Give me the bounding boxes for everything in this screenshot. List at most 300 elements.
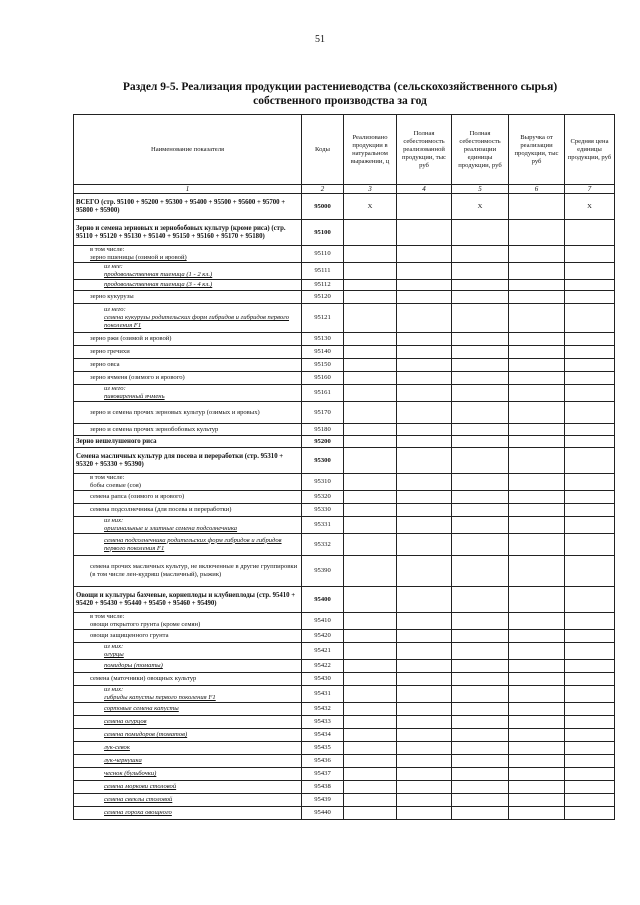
value-cell-c4[interactable] <box>397 448 452 474</box>
indicator-name <box>74 402 302 424</box>
value-cell-c5[interactable] <box>452 436 509 448</box>
table-row <box>74 424 615 436</box>
value-cell-c3[interactable] <box>344 534 397 556</box>
row-code: 95434 <box>302 729 344 742</box>
value-cell-c4[interactable] <box>397 436 452 448</box>
indicator-name <box>74 534 302 556</box>
row-code: 95422 <box>302 660 344 673</box>
table-row <box>74 402 615 424</box>
value-cell-c6[interactable] <box>509 194 565 220</box>
indicator-name <box>74 673 302 686</box>
value-cell-c4[interactable] <box>397 755 452 768</box>
value-cell-c4[interactable] <box>397 424 452 436</box>
value-cell-c3[interactable] <box>344 630 397 643</box>
value-cell-c3[interactable]: X <box>344 194 397 220</box>
row-label: семена огурцов <box>104 718 147 725</box>
value-cell-c3[interactable] <box>344 291 397 304</box>
indicator-name <box>74 794 302 807</box>
value-cell-c6[interactable] <box>509 534 565 556</box>
indicator-name <box>74 359 302 372</box>
value-cell-c4[interactable] <box>397 643 452 660</box>
value-cell-c4[interactable] <box>397 768 452 781</box>
value-cell-c7[interactable] <box>565 729 615 742</box>
indicator-name <box>74 280 302 291</box>
value-cell-c7[interactable]: X <box>565 194 615 220</box>
row-code: 95000 <box>302 194 344 220</box>
value-cell-c5[interactable] <box>452 385 509 402</box>
value-cell-c5[interactable] <box>452 781 509 794</box>
value-cell-c7[interactable] <box>565 703 615 716</box>
value-cell-c3[interactable] <box>344 794 397 807</box>
value-cell-c3[interactable] <box>344 686 397 703</box>
row-code: 95112 <box>302 280 344 291</box>
value-cell-c4[interactable] <box>397 660 452 673</box>
indicator-name <box>74 781 302 794</box>
value-cell-c5[interactable] <box>452 220 509 246</box>
value-cell-c5[interactable] <box>452 755 509 768</box>
value-cell-c4[interactable] <box>397 781 452 794</box>
table-row <box>74 280 615 291</box>
value-cell-c5[interactable] <box>452 263 509 280</box>
value-cell-c4[interactable] <box>397 534 452 556</box>
column-number: 3 <box>344 185 397 194</box>
value-cell-c7[interactable] <box>565 504 615 517</box>
row-prefix: в том числе: <box>90 613 125 620</box>
value-cell-c4[interactable] <box>397 402 452 424</box>
row-label: лук-чернушка <box>104 757 142 764</box>
value-cell-c7[interactable] <box>565 220 615 246</box>
row-code: 95121 <box>302 304 344 333</box>
value-cell-c3[interactable] <box>344 755 397 768</box>
table-row <box>74 304 615 333</box>
value-cell-c6[interactable] <box>509 630 565 643</box>
value-cell-c6[interactable] <box>509 613 565 630</box>
value-cell-c7[interactable] <box>565 304 615 333</box>
row-label: семена подсолнечника родительских форм гибридов и гибридов первого поколения F1 <box>104 536 282 552</box>
value-cell-c3[interactable] <box>344 280 397 291</box>
value-cell-c3[interactable] <box>344 372 397 385</box>
value-cell-c3[interactable] <box>344 716 397 729</box>
value-cell-c6[interactable] <box>509 781 565 794</box>
value-cell-c6[interactable] <box>509 359 565 372</box>
row-prefix: из них: <box>104 517 124 524</box>
row-code: 95320 <box>302 491 344 504</box>
value-cell-c3[interactable] <box>344 781 397 794</box>
row-label: ВСЕГО (стр. 95100 + 95200 + 95300 + 95400 + 95500 + 95600 + 95700 + 95800 + 95900) <box>76 198 286 214</box>
value-cell-c6[interactable] <box>509 448 565 474</box>
value-cell-c7[interactable] <box>565 630 615 643</box>
row-code: 95332 <box>302 534 344 556</box>
row-label: гибриды капусты первого поколения F1 <box>104 694 216 701</box>
value-cell-c7[interactable] <box>565 474 615 491</box>
value-cell-c7[interactable] <box>565 359 615 372</box>
value-cell-c6[interactable] <box>509 280 565 291</box>
value-cell-c6[interactable] <box>509 246 565 263</box>
value-cell-c5[interactable] <box>452 372 509 385</box>
value-cell-c4[interactable] <box>397 794 452 807</box>
value-cell-c7[interactable] <box>565 768 615 781</box>
row-code: 95161 <box>302 385 344 402</box>
row-label: семена (маточники) овощных культур <box>90 675 197 682</box>
value-cell-c7[interactable] <box>565 291 615 304</box>
value-cell-c7[interactable] <box>565 517 615 534</box>
value-cell-c5[interactable] <box>452 768 509 781</box>
indicator-name <box>74 491 302 504</box>
value-cell-c4[interactable] <box>397 491 452 504</box>
value-cell-c7[interactable] <box>565 385 615 402</box>
value-cell-c4[interactable] <box>397 291 452 304</box>
value-cell-c4[interactable] <box>397 474 452 491</box>
value-cell-c7[interactable] <box>565 333 615 346</box>
header-col4: Полная себестоимость реализованной продукции, тыс руб <box>397 115 452 185</box>
indicator-name <box>74 755 302 768</box>
indicator-name <box>74 630 302 643</box>
value-cell-c6[interactable] <box>509 587 565 613</box>
value-cell-c3[interactable] <box>344 673 397 686</box>
row-label: семена рапса (озимого и ярового) <box>90 493 185 500</box>
row-code: 95420 <box>302 630 344 643</box>
value-cell-c3[interactable] <box>344 807 397 820</box>
row-label: бобы соевые (соя) <box>90 482 141 489</box>
value-cell-c6[interactable] <box>509 491 565 504</box>
value-cell-c4[interactable] <box>397 587 452 613</box>
value-cell-c5[interactable] <box>452 703 509 716</box>
value-cell-c5[interactable] <box>452 742 509 755</box>
indicator-name <box>74 716 302 729</box>
indicator-name <box>74 643 302 660</box>
value-cell-c4[interactable] <box>397 333 452 346</box>
row-code: 95436 <box>302 755 344 768</box>
row-code: 95140 <box>302 346 344 359</box>
row-code: 95433 <box>302 716 344 729</box>
table-row <box>74 768 615 781</box>
value-cell-c6[interactable] <box>509 673 565 686</box>
value-cell-c4[interactable] <box>397 372 452 385</box>
value-cell-c5[interactable] <box>452 474 509 491</box>
row-label: сортовые семена капусты <box>104 705 179 712</box>
value-cell-c3[interactable] <box>344 346 397 359</box>
value-cell-c3[interactable] <box>344 768 397 781</box>
value-cell-c5[interactable] <box>452 424 509 436</box>
value-cell-c6[interactable] <box>509 333 565 346</box>
value-cell-c3[interactable] <box>344 424 397 436</box>
table-row <box>74 436 615 448</box>
value-cell-c4[interactable] <box>397 703 452 716</box>
value-cell-c3[interactable] <box>344 517 397 534</box>
table-row <box>74 474 615 491</box>
column-number: 5 <box>452 185 509 194</box>
value-cell-c7[interactable] <box>565 436 615 448</box>
value-cell-c7[interactable] <box>565 491 615 504</box>
value-cell-c3[interactable] <box>344 333 397 346</box>
row-code: 95310 <box>302 474 344 491</box>
value-cell-c3[interactable] <box>344 729 397 742</box>
value-cell-c6[interactable] <box>509 402 565 424</box>
row-label: зерно гречихи <box>90 348 130 355</box>
value-cell-c6[interactable] <box>509 436 565 448</box>
value-cell-c4[interactable] <box>397 613 452 630</box>
value-cell-c6[interactable] <box>509 220 565 246</box>
value-cell-c3[interactable] <box>344 613 397 630</box>
row-label: зерно пшеницы (озимой и яровой) <box>90 254 187 261</box>
row-code: 95331 <box>302 517 344 534</box>
value-cell-c3[interactable] <box>344 587 397 613</box>
value-cell-c5[interactable] <box>452 517 509 534</box>
value-cell-c5[interactable] <box>452 686 509 703</box>
row-label: зерно и семена прочих зерновых культур (озимых и яровых) <box>90 408 260 416</box>
value-cell-c7[interactable] <box>565 781 615 794</box>
value-cell-c5[interactable] <box>452 630 509 643</box>
value-cell-c3[interactable] <box>344 491 397 504</box>
table-row <box>74 742 615 755</box>
value-cell-c4[interactable] <box>397 630 452 643</box>
value-cell-c4[interactable] <box>397 280 452 291</box>
value-cell-c7[interactable] <box>565 246 615 263</box>
value-cell-c6[interactable] <box>509 755 565 768</box>
indicator-name <box>74 613 302 630</box>
table-row <box>74 491 615 504</box>
row-label: семена свеклы столовой <box>104 796 173 803</box>
value-cell-c7[interactable] <box>565 716 615 729</box>
value-cell-c7[interactable] <box>565 807 615 820</box>
value-cell-c7[interactable] <box>565 556 615 587</box>
value-cell-c5[interactable] <box>452 280 509 291</box>
column-number: 1 <box>74 185 302 194</box>
row-prefix: из нее: <box>104 263 123 270</box>
indicator-name <box>74 333 302 346</box>
page-number: 51 <box>315 34 325 45</box>
table-row <box>74 359 615 372</box>
table-row <box>74 794 615 807</box>
indicator-name <box>74 587 302 613</box>
header-col6: Выручка от реализации продукции, тыс руб <box>509 115 565 185</box>
row-label: зерно овса <box>90 361 120 368</box>
value-cell-c5[interactable] <box>452 673 509 686</box>
value-cell-c7[interactable] <box>565 372 615 385</box>
value-cell-c6[interactable] <box>509 304 565 333</box>
value-cell-c4[interactable] <box>397 304 452 333</box>
value-cell-c4[interactable] <box>397 220 452 246</box>
value-cell-c5[interactable] <box>452 643 509 660</box>
value-cell-c4[interactable] <box>397 686 452 703</box>
value-cell-c5[interactable] <box>452 448 509 474</box>
row-label: Овощи и культуры бахчевые, корнеплоды и клубнеплоды (стр. 95410 + 95420 + 95430 + 95440 + 95450 + 95460 + 95490) <box>76 591 296 607</box>
row-code: 95300 <box>302 448 344 474</box>
row-prefix: из них: <box>104 643 124 650</box>
indicator-name <box>74 768 302 781</box>
value-cell-c6[interactable] <box>509 424 565 436</box>
value-cell-c7[interactable] <box>565 686 615 703</box>
table-row <box>74 703 615 716</box>
value-cell-c3[interactable] <box>344 643 397 660</box>
header-code: Коды <box>302 115 344 185</box>
value-cell-c6[interactable] <box>509 291 565 304</box>
row-code: 95400 <box>302 587 344 613</box>
value-cell-c4[interactable] <box>397 504 452 517</box>
value-cell-c7[interactable] <box>565 534 615 556</box>
value-cell-c7[interactable] <box>565 448 615 474</box>
value-cell-c4[interactable] <box>397 716 452 729</box>
value-cell-c3[interactable] <box>344 402 397 424</box>
value-cell-c6[interactable] <box>509 742 565 755</box>
value-cell-c5[interactable] <box>452 333 509 346</box>
value-cell-c4[interactable] <box>397 729 452 742</box>
row-code: 95437 <box>302 768 344 781</box>
row-label: семена прочих масличных культур, не включенные в другие группировки (в том числе лен-кудряш (масличный), рыжик) <box>90 563 298 578</box>
value-cell-c5[interactable] <box>452 794 509 807</box>
column-number: 2 <box>302 185 344 194</box>
row-code: 95439 <box>302 794 344 807</box>
value-cell-c5[interactable] <box>452 660 509 673</box>
row-code: 95435 <box>302 742 344 755</box>
value-cell-c3[interactable] <box>344 504 397 517</box>
value-cell-c6[interactable] <box>509 794 565 807</box>
value-cell-c4[interactable] <box>397 359 452 372</box>
value-cell-c4[interactable] <box>397 556 452 587</box>
value-cell-c5[interactable] <box>452 304 509 333</box>
value-cell-c6[interactable] <box>509 660 565 673</box>
indicator-name <box>74 304 302 333</box>
row-label: зерно ржи (озимой и яровой) <box>90 335 172 342</box>
value-cell-c6[interactable] <box>509 643 565 660</box>
table-row <box>74 504 615 517</box>
value-cell-c4[interactable] <box>397 673 452 686</box>
value-cell-c7[interactable] <box>565 402 615 424</box>
table-row <box>74 755 615 768</box>
indicator-name <box>74 504 302 517</box>
row-prefix: в том числе: <box>90 246 125 253</box>
row-label: зерно и семена прочих зернобобовых культур <box>90 425 219 433</box>
value-cell-c7[interactable] <box>565 742 615 755</box>
value-cell-c4[interactable] <box>397 517 452 534</box>
value-cell-c3[interactable] <box>344 660 397 673</box>
column-number: 6 <box>509 185 565 194</box>
value-cell-c3[interactable] <box>344 448 397 474</box>
value-cell-c5[interactable] <box>452 359 509 372</box>
indicator-name <box>74 385 302 402</box>
value-cell-c5[interactable] <box>452 291 509 304</box>
value-cell-c4[interactable] <box>397 194 452 220</box>
table-row <box>74 263 615 280</box>
value-cell-c5[interactable] <box>452 504 509 517</box>
value-cell-c6[interactable] <box>509 385 565 402</box>
value-cell-c6[interactable] <box>509 703 565 716</box>
value-cell-c6[interactable] <box>509 729 565 742</box>
row-label: огурцы <box>104 651 124 658</box>
row-code: 95150 <box>302 359 344 372</box>
value-cell-c3[interactable] <box>344 304 397 333</box>
table-row <box>74 220 615 246</box>
value-cell-c6[interactable] <box>509 807 565 820</box>
value-cell-c7[interactable] <box>565 424 615 436</box>
row-prefix: из него: <box>104 385 126 392</box>
value-cell-c4[interactable] <box>397 385 452 402</box>
value-cell-c5[interactable] <box>452 402 509 424</box>
value-cell-c6[interactable] <box>509 474 565 491</box>
row-code: 95410 <box>302 613 344 630</box>
value-cell-c6[interactable] <box>509 768 565 781</box>
value-cell-c3[interactable] <box>344 556 397 587</box>
row-code: 95170 <box>302 402 344 424</box>
value-cell-c5[interactable] <box>452 491 509 504</box>
value-cell-c5[interactable] <box>452 807 509 820</box>
value-cell-c4[interactable] <box>397 263 452 280</box>
value-cell-c6[interactable] <box>509 686 565 703</box>
row-label: семена моркови столовой <box>104 783 177 790</box>
row-code: 95200 <box>302 436 344 448</box>
value-cell-c6[interactable] <box>509 263 565 280</box>
value-cell-c6[interactable] <box>509 346 565 359</box>
indicator-name <box>74 194 302 220</box>
value-cell-c3[interactable] <box>344 263 397 280</box>
indicator-name <box>74 436 302 448</box>
row-label: Зерно нешелушеного риса <box>76 437 157 445</box>
value-cell-c5[interactable] <box>452 613 509 630</box>
indicator-name <box>74 263 302 280</box>
value-cell-c5[interactable] <box>452 716 509 729</box>
row-code: 95160 <box>302 372 344 385</box>
value-cell-c3[interactable] <box>344 703 397 716</box>
value-cell-c7[interactable] <box>565 643 615 660</box>
value-cell-c4[interactable] <box>397 807 452 820</box>
value-cell-c7[interactable] <box>565 587 615 613</box>
value-cell-c7[interactable] <box>565 613 615 630</box>
row-label: продовольственная пшеница (1 - 2 кл.) <box>104 271 213 278</box>
value-cell-c5[interactable] <box>452 729 509 742</box>
value-cell-c7[interactable] <box>565 794 615 807</box>
value-cell-c4[interactable] <box>397 246 452 263</box>
value-cell-c6[interactable] <box>509 517 565 534</box>
value-cell-c6[interactable] <box>509 556 565 587</box>
row-label: семена помидоров (томатов) <box>104 731 188 738</box>
value-cell-c7[interactable] <box>565 346 615 359</box>
value-cell-c7[interactable] <box>565 673 615 686</box>
row-label: семена гороха овощного <box>104 809 172 816</box>
value-cell-c3[interactable] <box>344 385 397 402</box>
table-row <box>74 372 615 385</box>
value-cell-c3[interactable] <box>344 359 397 372</box>
value-cell-c3[interactable] <box>344 436 397 448</box>
value-cell-c4[interactable] <box>397 346 452 359</box>
value-cell-c5[interactable] <box>452 587 509 613</box>
value-cell-c7[interactable] <box>565 263 615 280</box>
value-cell-c3[interactable] <box>344 220 397 246</box>
value-cell-c3[interactable] <box>344 246 397 263</box>
value-cell-c5[interactable] <box>452 556 509 587</box>
value-cell-c7[interactable] <box>565 660 615 673</box>
row-label: семена подсолнечника (для посева и переработки) <box>90 506 232 513</box>
value-cell-c6[interactable] <box>509 504 565 517</box>
column-number: 4 <box>397 185 452 194</box>
value-cell-c5[interactable]: X <box>452 194 509 220</box>
indicator-name <box>74 517 302 534</box>
table-row <box>74 729 615 742</box>
table-row <box>74 660 615 673</box>
value-cell-c3[interactable] <box>344 742 397 755</box>
row-code: 95180 <box>302 424 344 436</box>
value-cell-c5[interactable] <box>452 346 509 359</box>
value-cell-c7[interactable] <box>565 755 615 768</box>
row-label: овощи защищенного грунта <box>90 632 169 639</box>
value-cell-c5[interactable] <box>452 534 509 556</box>
value-cell-c6[interactable] <box>509 372 565 385</box>
row-prefix: из него: <box>104 306 126 313</box>
value-cell-c4[interactable] <box>397 742 452 755</box>
value-cell-c5[interactable] <box>452 246 509 263</box>
value-cell-c6[interactable] <box>509 716 565 729</box>
value-cell-c7[interactable] <box>565 280 615 291</box>
value-cell-c3[interactable] <box>344 474 397 491</box>
